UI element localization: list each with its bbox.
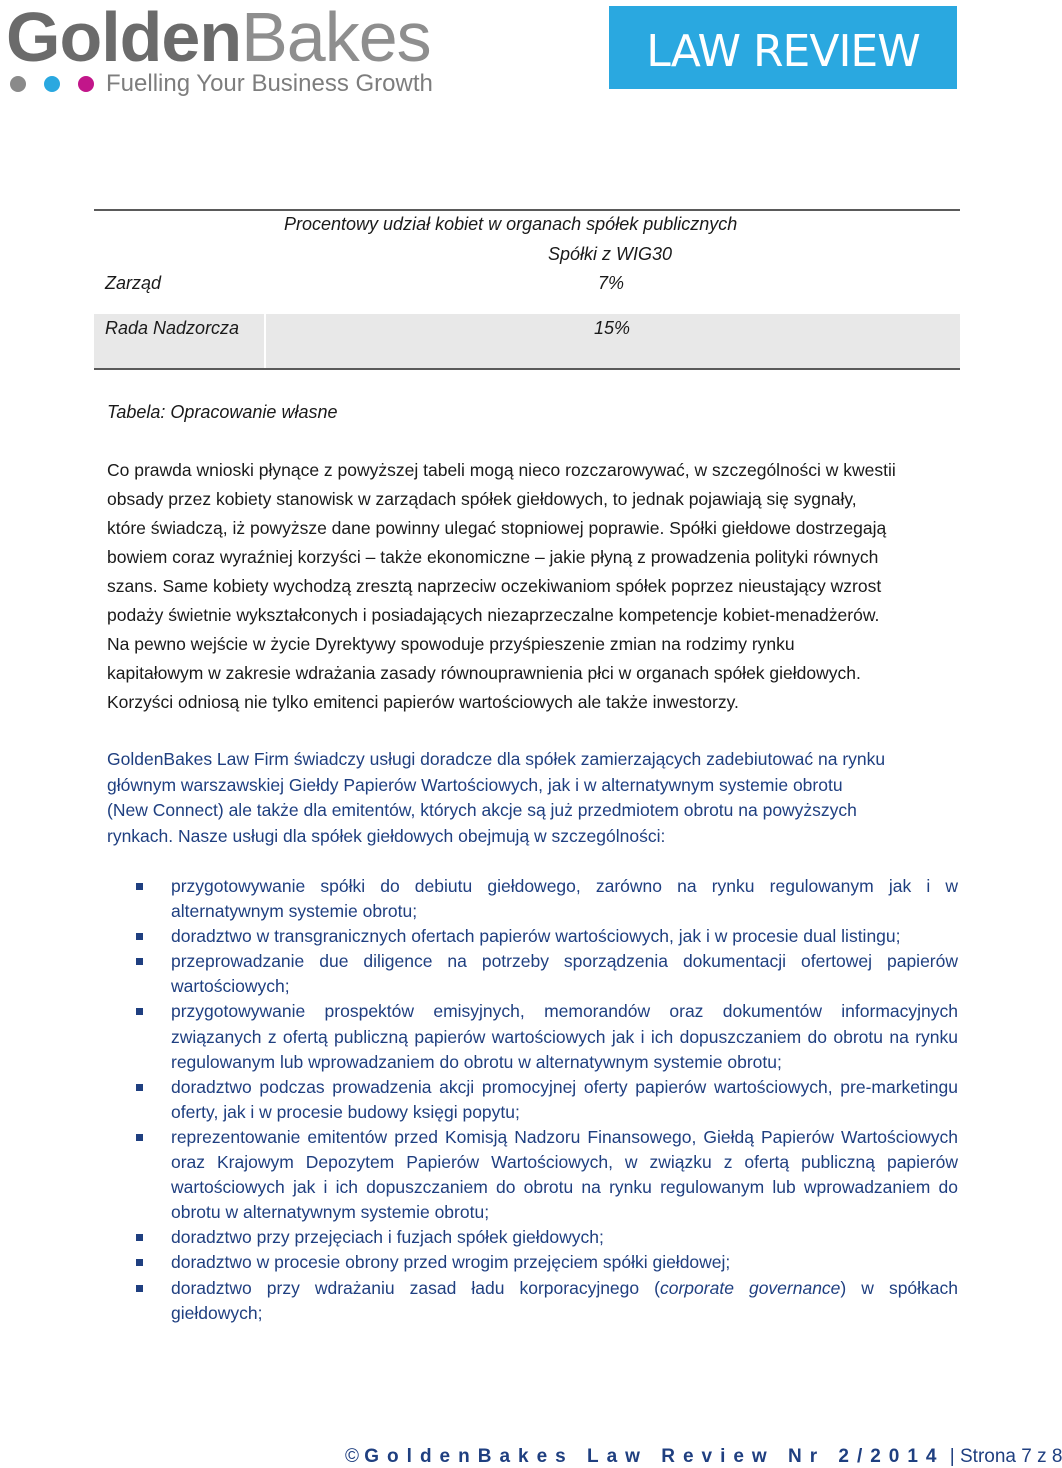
services-intro-line: rynkach. Nasze usługi dla spółek giełdowych obejmują w szczególności: <box>107 825 666 846</box>
women-share-table <box>94 209 960 369</box>
list-item <box>132 999 958 1074</box>
square-bullet-icon <box>136 1259 143 1266</box>
law-review-badge <box>609 6 957 89</box>
paragraph-line: Na pewno wejście w życie Dyrektywy spowoduje przyśpieszenie zmian na rodzimy rynku <box>107 634 795 654</box>
law-review-badge-label: LAW REVIEW <box>646 26 920 77</box>
paragraph-line: Co prawda wnioski płynące z powyższej tabeli mogą nieco rozczarowywać, w szczególności w kwestii <box>107 460 896 480</box>
paragraph-line: obsady przez kobiety stanowisk w zarządach spółek giełdowych, to jednak pojawiają się sygnały, <box>107 489 857 509</box>
service-text: doradztwo podczas prowadzenia akcji promocyjnej oferty papierów wartościowych, pre-marketingu oferty, jak i w procesie budowy księgi popytu; <box>171 1076 958 1122</box>
logo-dot-grey-icon <box>10 76 26 92</box>
square-bullet-icon <box>136 1084 143 1091</box>
service-text: doradztwo przy wdrażaniu zasad ładu korporacyjnego (corporate governance) w spółkach giełdowych; <box>171 1277 959 1323</box>
table-caption: Tabela: Opracowanie własne <box>107 402 338 422</box>
logo-dot-blue-icon <box>44 76 60 92</box>
body-paragraph <box>107 456 960 717</box>
service-text: przygotowywanie prospektów emisyjnych, memorandów oraz dokumentów informacyjnych związanych z ofertą publiczną papierów wartościowych jak i ich dopuszczaniem do obrotu na rynku regulowanym lub wprowadzaniem do obrotu w alternatywnym systemie obrotu; <box>171 1001 958 1072</box>
list-item <box>132 1250 958 1275</box>
list-item <box>132 1225 958 1250</box>
table-row-label: Rada Nadzorcza <box>105 318 240 338</box>
service-text: doradztwo przy przejęciach i fuzjach spółek giełdowych; <box>171 1227 604 1248</box>
square-bullet-icon <box>136 933 143 940</box>
paragraph-line: podaży świetnie wykształconych i posiadających niezaprzeczalne kompetencje kobiet-menadżerów. <box>107 605 880 625</box>
service-text: przygotowywanie spółki do debiutu giełdowego, zarówno na rynku regulowanym jak i w alternatywnym systemie obrotu; <box>171 876 958 922</box>
services-list <box>132 874 958 1326</box>
logo-tagline: Fuelling Your Business Growth <box>106 70 433 97</box>
services-intro-line: głównym warszawskiej Giełdy Papierów Wartościowych, jak i w alternatywnym systemie obrotu <box>107 774 843 795</box>
list-item <box>132 1075 958 1125</box>
services-intro-line: GoldenBakes Law Firm świadczy usługi doradcze dla spółek zamierzających zadebiutować na rynku <box>107 749 886 769</box>
paragraph-line: kapitałowym w zakresie wdrażania zasady równouprawnienia płci w organach spółek giełdowych. <box>107 663 861 683</box>
table-row-value: 15% <box>594 318 631 338</box>
square-bullet-icon <box>136 883 143 890</box>
logo-dot-magenta-icon <box>78 76 94 92</box>
paragraph-line: które świadczą, iż powyższe dane powinny ulegać stopniowej poprawie. Spółki giełdowe dostrzegają <box>107 518 887 538</box>
services-intro <box>107 747 960 849</box>
table-row-label: Zarząd <box>105 273 162 293</box>
square-bullet-icon <box>136 958 143 965</box>
footer-separator: | <box>949 1446 955 1467</box>
list-item <box>132 1125 958 1225</box>
logo-word-golden: Golden <box>6 0 242 76</box>
paragraph-line: bowiem coraz wyraźniej korzyści – także ekonomiczne – jakie płyną z prowadzenia polityki równych <box>107 547 879 567</box>
table-column-header: Spółki z WIG30 <box>548 244 673 264</box>
list-item <box>132 949 958 999</box>
paragraph-line: szans. Same kobiety wychodzą zresztą naprzeciw oczekiwaniom spółek poprzez nieustający wzrost <box>107 576 882 596</box>
service-text: reprezentowanie emitentów przed Komisją Nadzoru Finansowego, Giełdą Papierów Wartościowych oraz Krajowym Depozytem Papierów Wartościowych, w związku z ofertą publiczną papierów wartościowych jak i ich dopuszczaniem do obrotu na rynku regulowanym lub wprowadzaniem do obrotu w alternatywnym systemie obrotu; <box>171 1126 958 1223</box>
list-item <box>132 1276 958 1326</box>
table-top-rule <box>94 209 960 211</box>
table-title: Procentowy udział kobiet w organach spółek publicznych <box>284 214 738 234</box>
service-text: przeprowadzanie due diligence na potrzeby sporządzenia dokumentacji ofertowej papierów wartościowych; <box>171 951 958 997</box>
list-item <box>132 924 958 949</box>
logo-tagline-row <box>6 70 446 100</box>
square-bullet-icon <box>136 1134 143 1141</box>
square-bullet-icon <box>136 1234 143 1241</box>
table-bottom-rule <box>94 368 960 370</box>
services-intro-line: (New Connect) ale także dla emitentów, których akcje są już przedmiotem obrotu na powyższych <box>107 800 857 820</box>
logo-wordmark <box>6 0 431 76</box>
table-row-value: 7% <box>598 273 625 293</box>
footer-publication-title: GoldenBakes Law Review Nr 2/2014 <box>364 1446 945 1467</box>
service-text: doradztwo w procesie obrony przed wrogim przejęciem spółki giełdowej; <box>171 1252 731 1273</box>
list-item <box>132 874 958 924</box>
paragraph-line: Korzyści odniosą nie tylko emitenci papierów wartościowych ale także inwestorzy. <box>107 692 739 712</box>
company-logo <box>6 0 433 97</box>
table-column-separator <box>264 314 266 368</box>
square-bullet-icon <box>136 1285 143 1292</box>
service-text: doradztwo w transgranicznych ofertach papierów wartościowych, jak i w procesie dual listingu; <box>171 926 901 947</box>
copyright-symbol: © <box>345 1446 359 1467</box>
logo-word-bakes: Bakes <box>241 0 431 76</box>
square-bullet-icon <box>136 1008 143 1015</box>
page-footer <box>345 1446 1062 1468</box>
page-number: Strona 7 z 8 <box>960 1446 1062 1467</box>
